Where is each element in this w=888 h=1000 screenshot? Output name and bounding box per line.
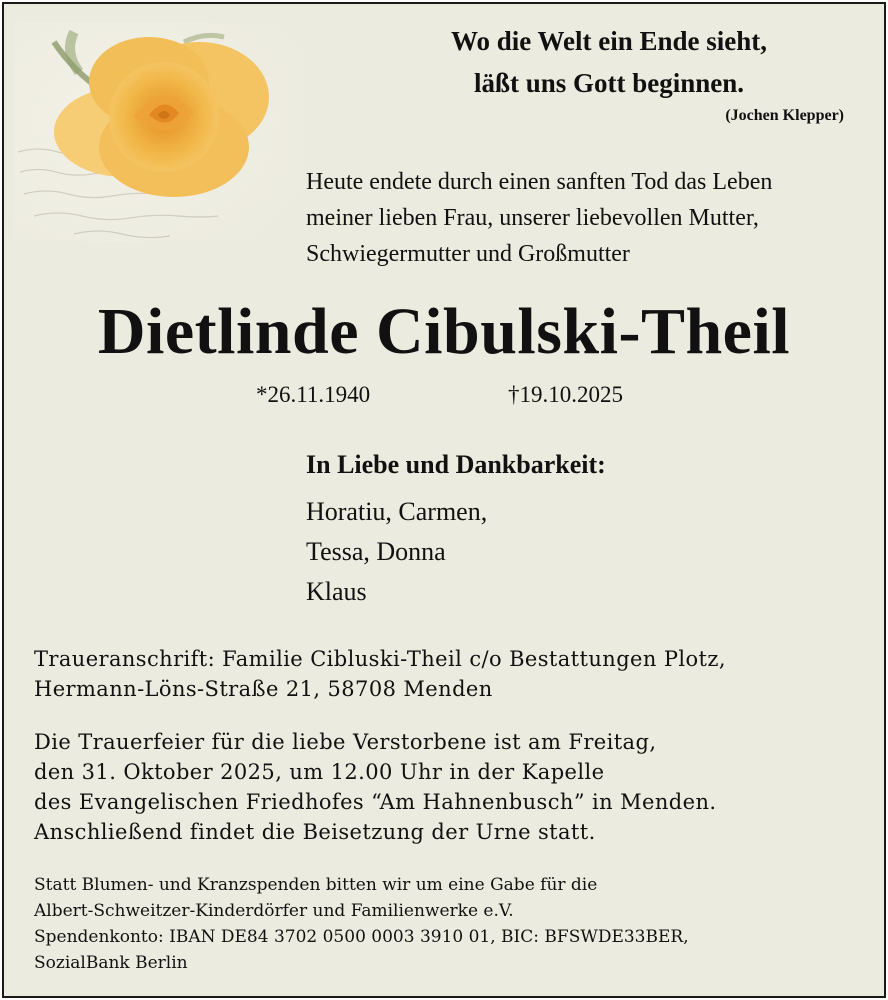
donation-line: Statt Blumen- und Kranzspenden bitten wir um eine Gabe für die [34, 875, 598, 895]
intro-line: meiner lieben Frau, unserer liebevollen Mutter, [306, 205, 759, 231]
mourner-line: Tessa, Donna [306, 537, 446, 566]
motto-line: Wo die Welt ein Ende sieht, [450, 26, 768, 56]
motto-quote [344, 20, 874, 104]
intro-line: Heute endete durch einen sanften Tod das Leben [306, 169, 773, 195]
motto-author: (Jochen Klepper) [725, 107, 844, 124]
funeral-ceremony-info [34, 727, 874, 847]
mourner-line: Klaus [306, 577, 367, 606]
birth-date: *26.11.1940 [256, 382, 371, 407]
deceased-name: Dietlinde Cibulski-Theil [97, 295, 791, 368]
mourner-line: Horatiu, Carmen, [306, 497, 488, 526]
ceremony-line: Anschließend findet die Beisetzung der Urne statt. [34, 820, 596, 844]
mourning-address [34, 644, 874, 704]
motto-line: läßt uns Gott beginnen. [473, 68, 745, 98]
mourners-list [306, 492, 487, 612]
intro-text [306, 164, 866, 272]
mourners-heading: In Liebe und Dankbarkeit: [306, 450, 606, 479]
donation-line: Spendenkonto: IBAN DE84 3702 0500 0003 3910 01, BIC: BFSWDE33BER, [34, 927, 689, 947]
obituary-notice [2, 2, 886, 998]
ceremony-line: den 31. Oktober 2025, um 12.00 Uhr in der Kapelle [34, 760, 605, 784]
address-line: Hermann-Löns-Straße 21, 58708 Menden [34, 677, 493, 701]
ceremony-line: des Evangelischen Friedhofes “Am Hahnenbusch” in Menden. [34, 790, 717, 814]
intro-line: Schwiegermutter und Großmutter [306, 241, 630, 267]
address-line: Traueranschrift: Familie Cibluski-Theil c/o Bestattungen Plotz, [34, 647, 726, 671]
donation-info [34, 872, 874, 976]
yellow-rose-image [14, 22, 304, 242]
death-date: †19.10.2025 [508, 382, 623, 407]
donation-line: Albert-Schweitzer-Kinderdörfer und Familienwerke e.V. [34, 901, 514, 921]
donation-line: SozialBank Berlin [34, 953, 188, 973]
ceremony-line: Die Trauerfeier für die liebe Verstorbene ist am Freitag, [34, 730, 657, 754]
